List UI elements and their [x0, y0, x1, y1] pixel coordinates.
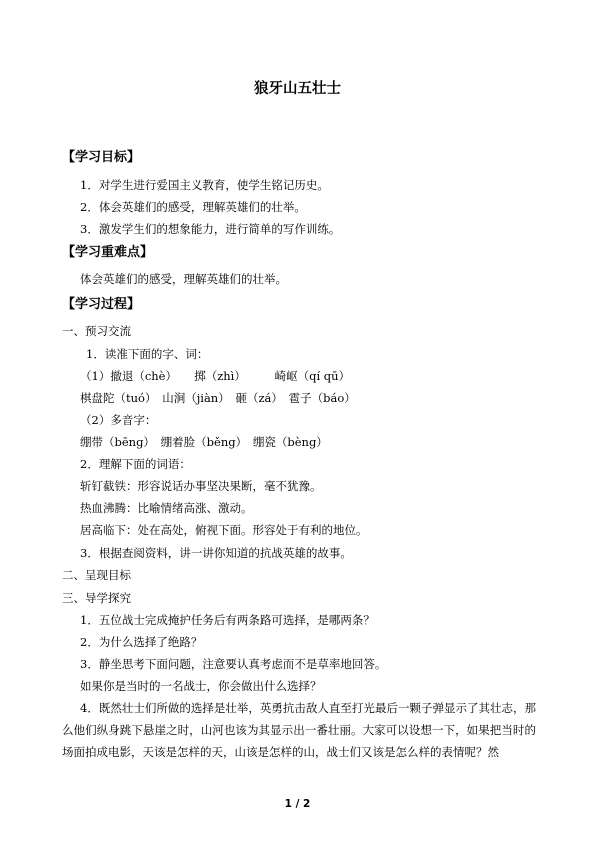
preview-line-10: 3．根据查阅资料，讲一讲你知道的抗战英雄的故事。: [80, 546, 352, 560]
preview-line-2: （1）撤退（chè） 掷（zhì） 崎岖（qí qū）: [80, 369, 351, 383]
goal-item-1: 1．对学生进行爱国主义教育，使学生铭记历史。: [80, 178, 329, 192]
explore-question-2: 2．为什么选择了绝路？: [80, 635, 203, 649]
section-heading-key-points: 【学习重难点】: [62, 245, 154, 260]
preview-line-6: 2．理解下面的词语：: [80, 457, 191, 471]
preview-line-4: （2）多音字：: [80, 413, 157, 427]
explore-question-3-sub: 如果你是当时的一名战士，你会做出什么选择？: [80, 679, 322, 693]
part-heading-goals: 二、呈现目标: [62, 568, 131, 582]
preview-line-7: 斩钉截铁：形容说话办事坚决果断，毫不犹豫。: [80, 479, 322, 493]
section-heading-goals: 【学习目标】: [62, 150, 141, 165]
document-title: 狼牙山五壮士: [254, 81, 341, 97]
section-heading-process: 【学习过程】: [62, 297, 141, 312]
goal-item-3: 3．激发学生们的想象能力，进行简单的写作训练。: [80, 222, 341, 236]
goal-item-2: 2．体会英雄们的感受，理解英雄们的壮举。: [80, 200, 306, 214]
explore-question-1: 1．五位战士完成掩护任务后有两条路可选择，是哪两条？: [80, 613, 375, 627]
preview-line-8: 热血沸腾：比喻情绪高涨、激动。: [80, 501, 253, 515]
part-heading-explore: 三、导学探究: [62, 591, 131, 605]
explore-paragraph-4: 4．既然壮士们所做的选择是壮举，英勇抗击敌人直至打光最后一颗子弹显示了其壮志，那么他们纵身跳下悬崖之时，山河也该为其显示出一番壮丽。大家可以设想一下，如果把当时的场面拍成电影，天该是怎样的天，山该是怎样的山，战士们又该是怎么样的表情呢？然: [62, 701, 536, 759]
explore-question-3: 3．静坐思考下面问题，注意要认真考虑而不是草率地回答。: [80, 657, 387, 671]
page-number: 1 / 2: [284, 798, 311, 810]
preview-line-9: 居高临下：处在高处，俯视下面。形容处于有利的地位。: [80, 523, 368, 537]
preview-line-3: 棋盘陀（tuó） 山涧（jiàn） 砸（zá） 雹子（báo）: [80, 391, 356, 405]
preview-line-5: 绷带（bēng） 绷着脸（běng） 绷瓷（bèng）: [80, 435, 328, 449]
part-heading-preview: 一、预习交流: [62, 324, 131, 338]
preview-line-1: 1．读准下面的字、词：: [86, 347, 209, 361]
key-points-text: 体会英雄们的感受，理解英雄们的壮举。: [80, 272, 287, 286]
